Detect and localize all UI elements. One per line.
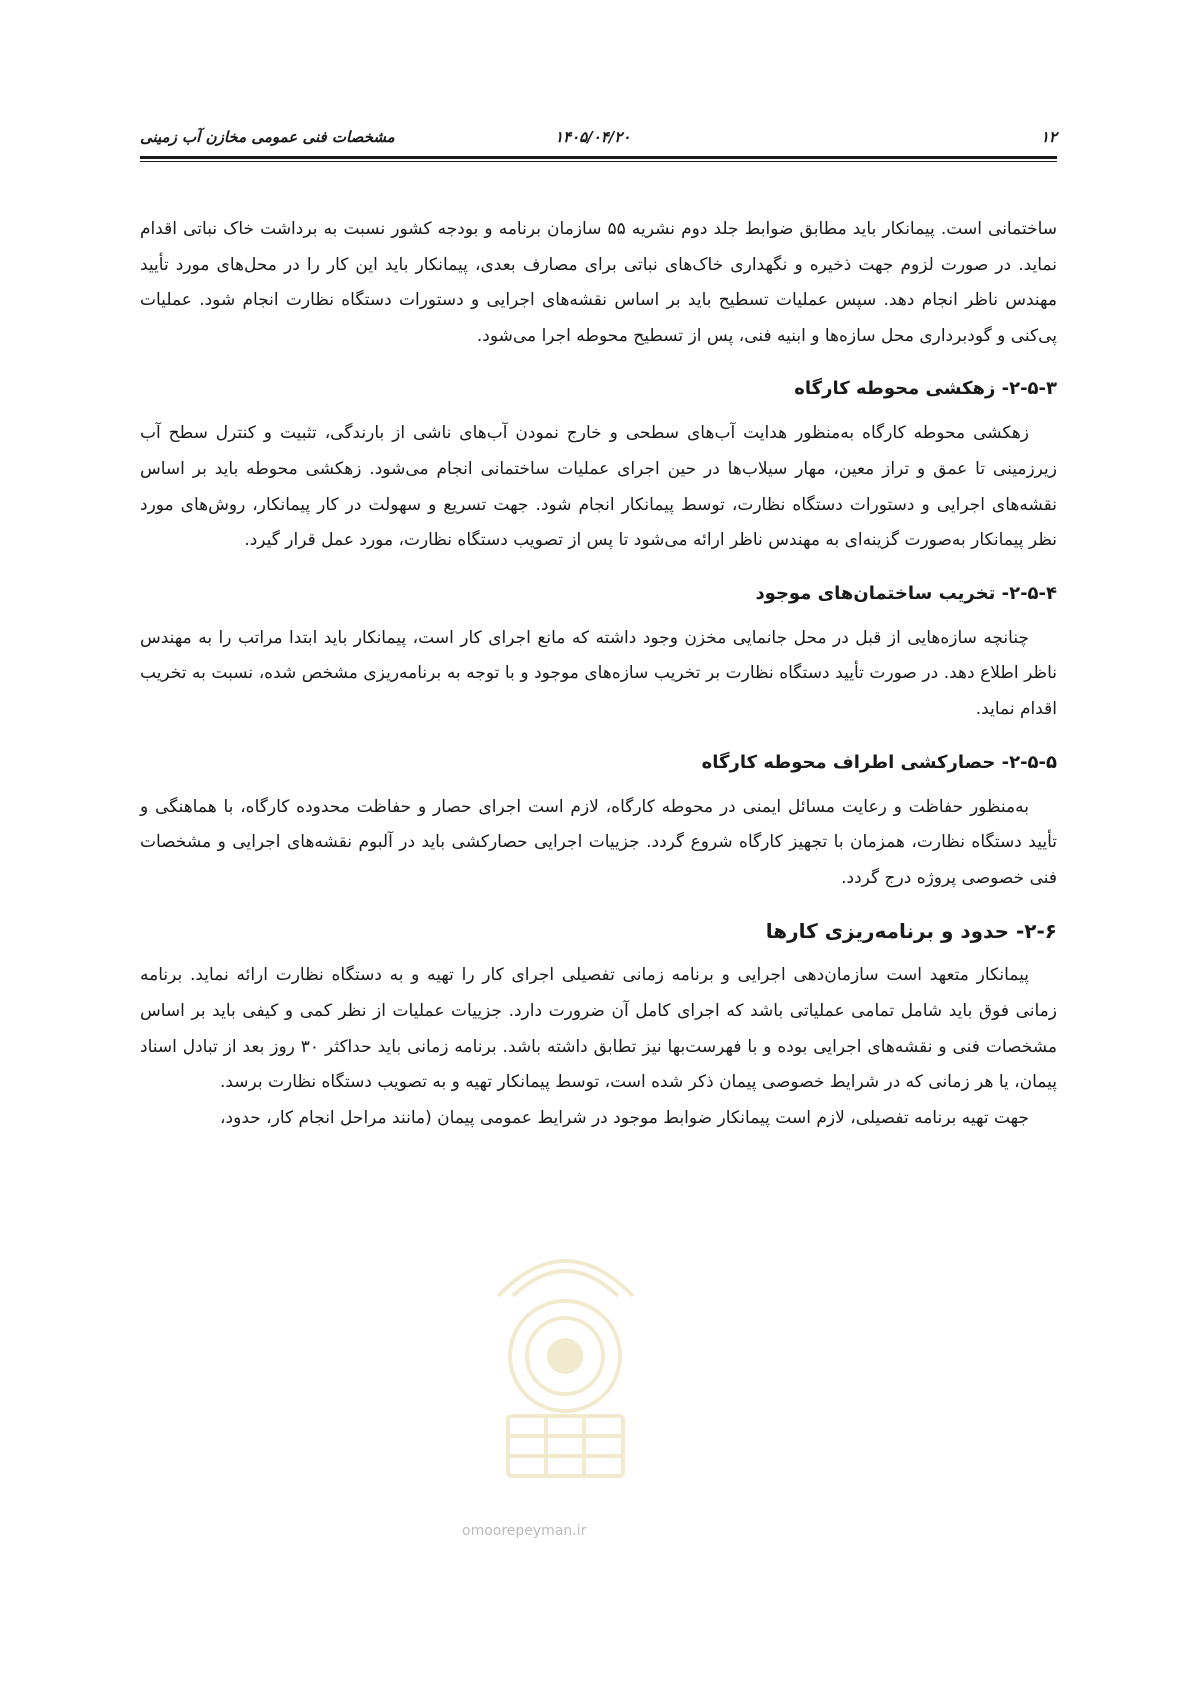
- paragraph-detailed-schedule: جهت تهیه برنامه تفصیلی، لازم است پیمانکار ضوابط موجود در شرایط عمومی پیمان (مانند مراحل انجام کار، حدود،: [220, 1107, 1029, 1128]
- document-title: مشخصات فنی عمومی مخازن آب زمینی: [140, 128, 395, 146]
- heading-work-scheduling: ۲-۶- حدود و برنامه‌ریزی کارها: [765, 919, 1057, 944]
- heading-site-fencing: ۲-۵-۵- حصارکشی اطراف محوطه کارگاه: [701, 751, 1057, 773]
- page-number: ۱۲: [1040, 128, 1057, 146]
- header-rule-thin: [140, 161, 1057, 162]
- paragraph-site-fencing: به‌منظور حفاظت و رعایت مسائل ایمنی در محوطه کارگاه، لازم است اجرای حصار و حفاظت محدوده کارگاه، با هماهنگی و تأیید دستگاه نظارت، همزمان با تجهیز کارگاه شروع گردد. جزییات اجرایی حصارکشی باید در آلبوم نقشه‌های اجرایی و مشخصات فنی خصوصی پروژه درج گردد.: [140, 796, 1057, 888]
- page-header: [140, 128, 1057, 158]
- document-date: ۱۴۰۵/۰۴/۲۰: [555, 128, 631, 146]
- paragraph-site-drainage: زهکشی محوطه کارگاه به‌منظور هدایت آب‌های سطحی و خارج نمودن آب‌های ناشی از بارندگی، تثبیت و کنترل سطح آب زیرزمینی تا عمق و تراز معین، مهار سیلاب‌ها در حین اجرای عملیات ساختمانی انجام می‌شود. زهکشی محوطه باید بر اساس نقشه‌های اجرایی و دستورات دستگاه نظارت، توسط پیمانکار انجام شود. جهت تسریع و سهولت در کار پیمانکار، روش‌های مورد نظر پیمانکار به‌صورت گزینه‌ای به مهندس ناظر ارائه می‌شود تا پس از تصویب دستگاه نظارت، مورد عمل قرار گیرد.: [140, 423, 1057, 551]
- page-body: [140, 212, 1057, 1136]
- watermark-url: omoorepeyman.ir: [462, 1523, 587, 1539]
- paragraph-demolition: چنانچه سازه‌هایی از قبل در محل جانمایی مخزن وجود داشته که مانع اجرای کار است، پیمانکار باید ابتدا مراتب را به مهندس ناظر اطلاع دهد. در صورت تأیید دستگاه نظارت بر تخریب سازه‌های موجود و با توجه به برنامه‌ریزی مشخص شده، نسبت به تخریب اقدام نماید.: [140, 627, 1057, 719]
- paragraph-site-leveling: ساختمانی است. پیمانکار باید مطابق ضوابط جلد دوم نشریه ۵۵ سازمان برنامه و بودجه کشور نسبت به برداشت خاک نباتی اقدام نماید. در صورت لزوم جهت ذخیره و نگهداری خاک‌های نباتی برای مصارف بعدی، پیمانکار باید این کار را در محل‌های مورد تأیید مهندس ناظر انجام دهد. سپس عملیات تسطیح باید بر اساس نقشه‌های اجرایی و دستورات دستگاه نظارت انجام شود. عملیات پی‌کنی و گودبرداری محل سازه‌ها و ابنیه فنی، پس از تسطیح محوطه اجرا می‌شود.: [140, 219, 1058, 346]
- paragraph-work-scheduling: پیمانکار متعهد است سازمان‌دهی اجرایی و برنامه زمانی تفصیلی اجرای کار را تهیه و به دستگاه نظارت ارائه نماید. برنامه زمانی فوق باید شامل تمامی عملیاتی باشد که اجرای کامل آن ضرورت دارد. جزییات عملیات از نظر کمی و کیفی باید بر اساس مشخصات فنی و نقشه‌های اجرایی بوده و با فهرست‌بها نیز تطابق داشته باشد. برنامه زمانی باید حداکثر ۳۰ روز بعد از تبادل اسناد پیمان، یا هر زمانی که در شرایط خصوصی پیمان ذکر شده است، توسط پیمانکار تهیه و به تصویب دستگاه نظارت برسد.: [140, 965, 1057, 1093]
- heading-demolition: ۲-۵-۴- تخریب ساختمان‌های موجود: [755, 582, 1057, 604]
- seal-watermark-icon: [478, 1236, 653, 1486]
- heading-site-drainage: ۲-۵-۳- زهکشی محوطه کارگاه: [794, 378, 1057, 400]
- header-rule-thick: [140, 156, 1057, 159]
